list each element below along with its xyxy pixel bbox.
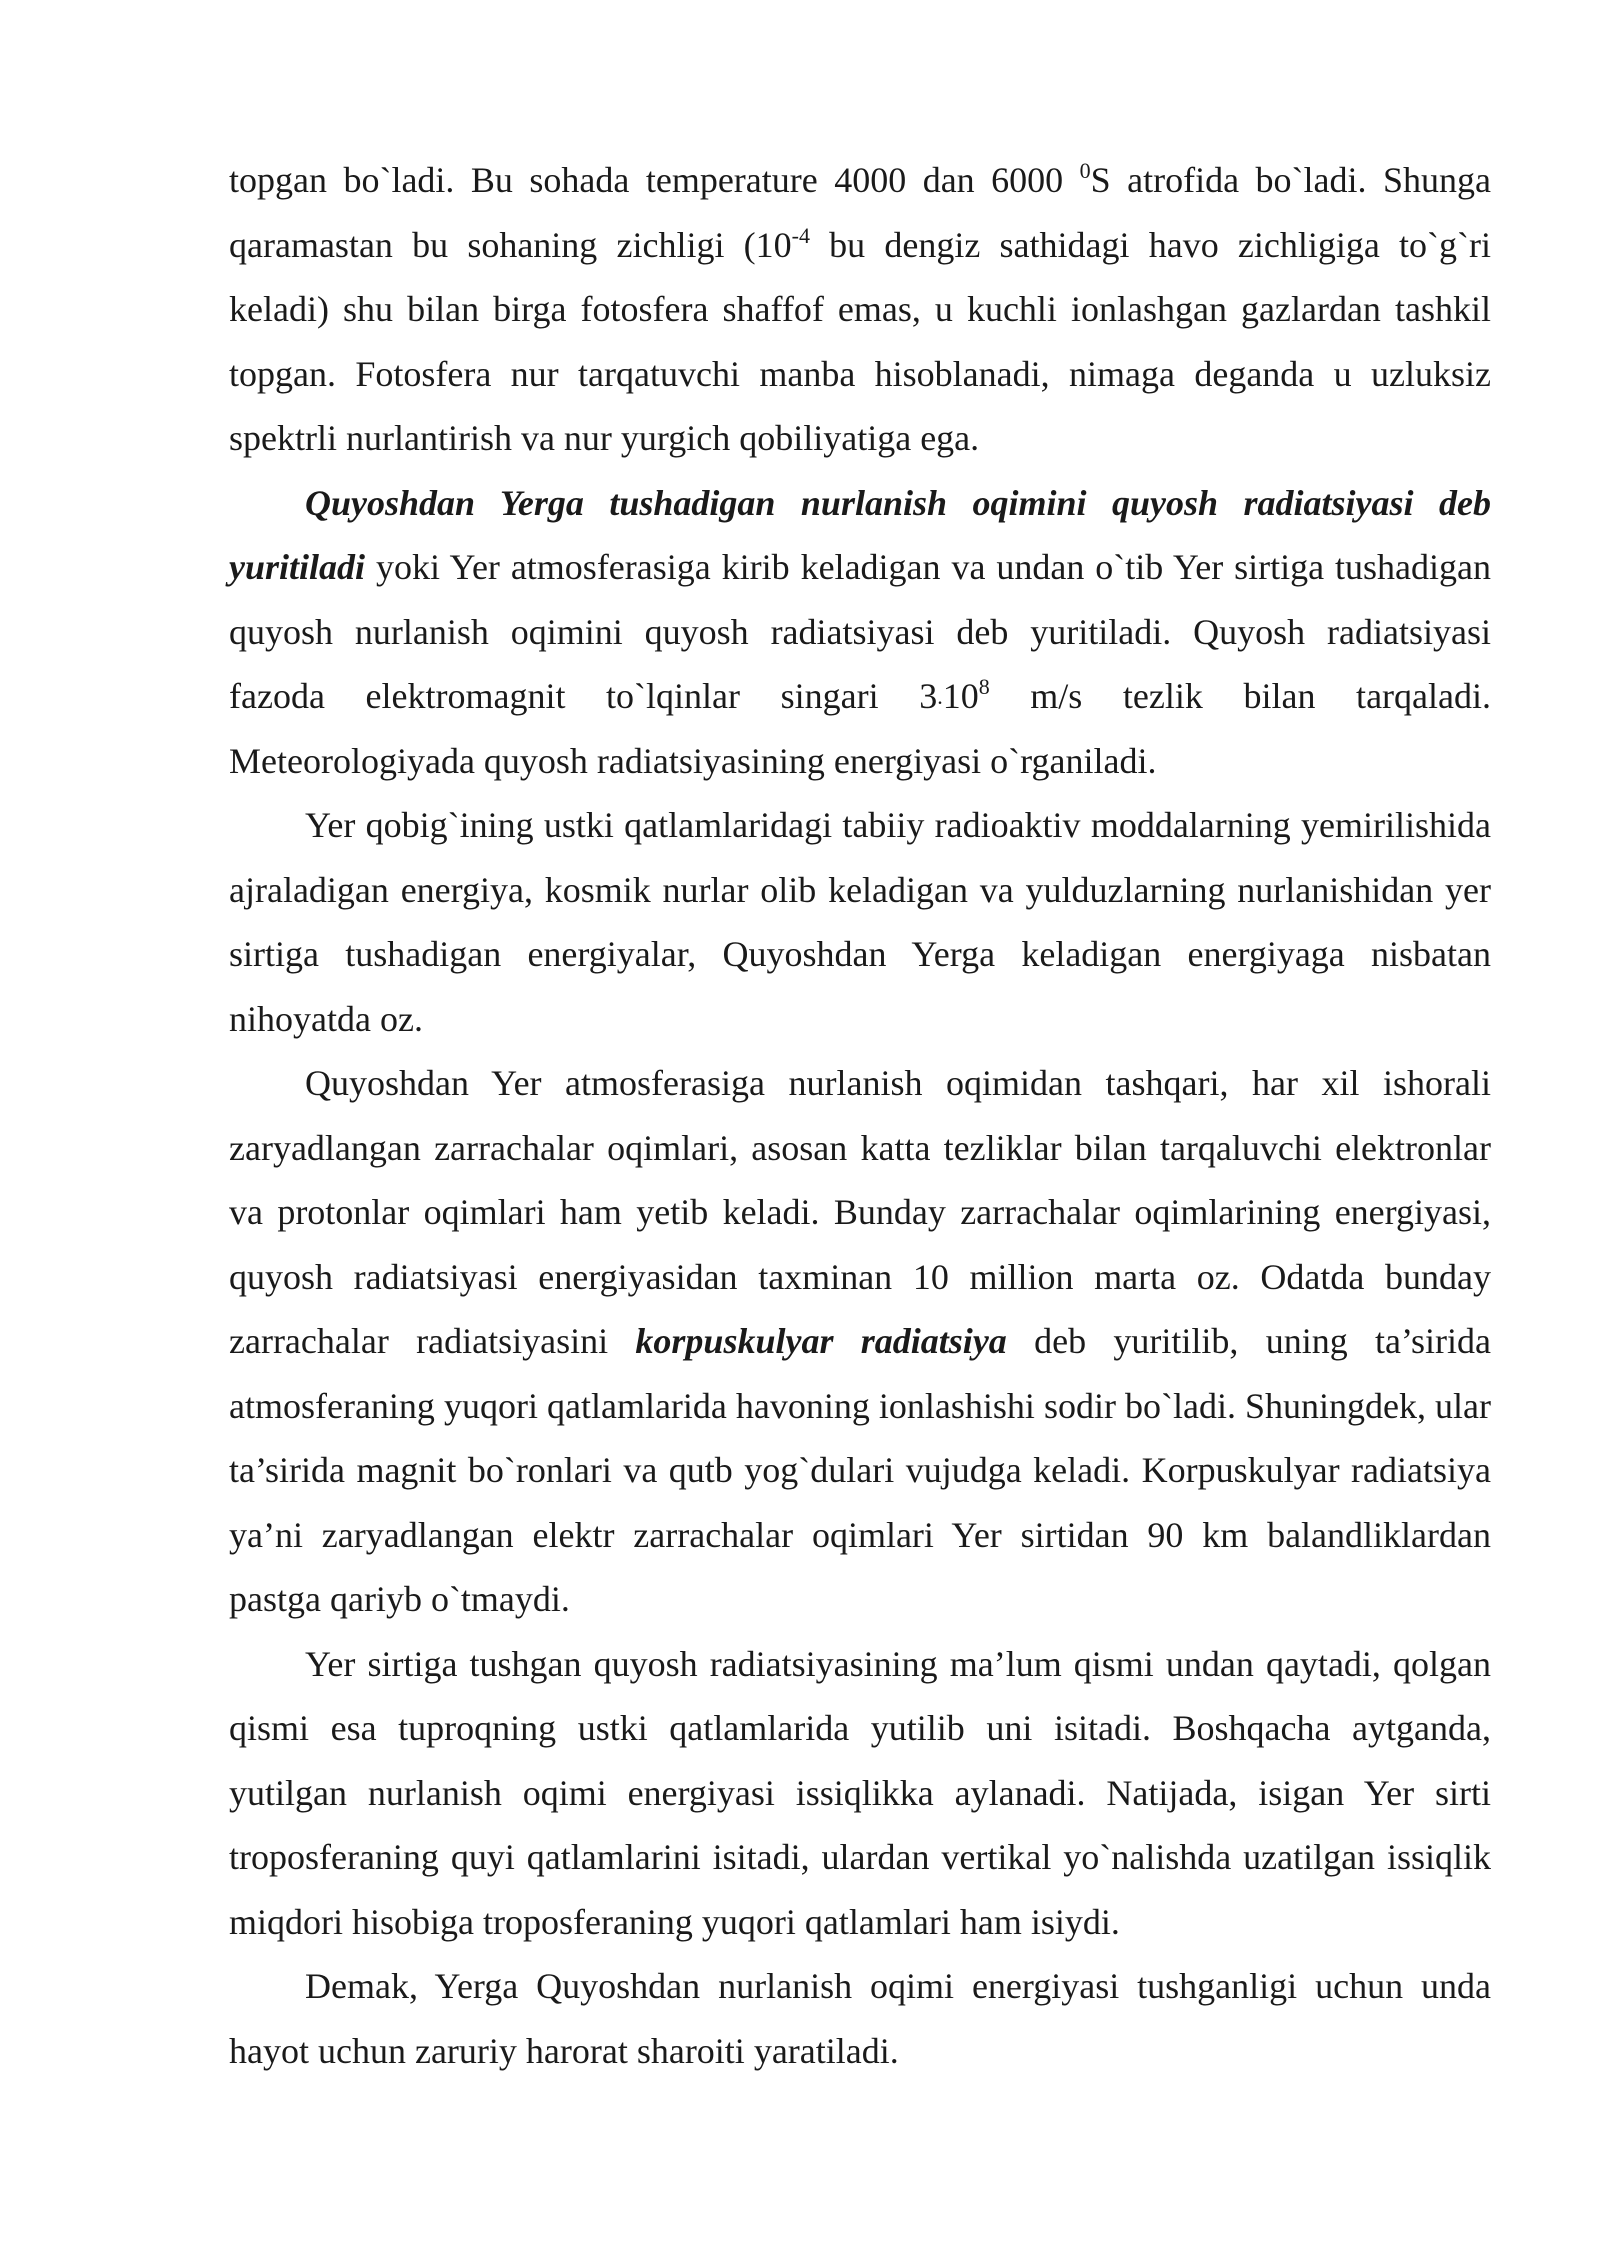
paragraph-2-text-c: m/s tezlik bilan tarqaladi. Meteorologiyada quyosh radiatsiyasining energiyasi o`rganiladi. (229, 676, 1491, 781)
paragraph-3: Yer qobig`ining ustki qatlamlaridagi tabiiy radioaktiv moddalarning yemirilishida ajraladigan energiya, kosmik nurlar olib keladigan va yulduzlarning nurlanishidan yer sirtiga tushadigan energiyalar, Quyoshdan Yerga keladigan energiyaga nisbatan nihoyatda oz. (229, 805, 1491, 1039)
exponent-superscript: -4 (791, 222, 810, 248)
paragraph-1-text-a: topgan bo`ladi. Bu sohada temperature 4000 dan 6000 (229, 160, 1080, 200)
speed-exponent: 8 (978, 674, 990, 699)
multiplication-dot: . (937, 684, 943, 709)
paragraph-4-text-a: Quyoshdan Yer atmosferasiga nurlanish oqimidan tashqari, har xil ishorali zaryadlangan zarrachalar oqimlari, asosan katta tezliklar bilan tarqaluvchi elektronlar va protonlar oqimlari ham yetib keladi. Bunday zarrachalar oqimlarining energiyasi, quyosh radiatsiyasi energiyasidan taxminan 10 million marta oz. Odatda bunday zarrachalar radiatsiyasini (229, 1063, 1491, 1361)
paragraph-1-text-b: S atrofida bo`ladi. Shunga qaramastan bu sohaning zichligi (10 (229, 160, 1491, 265)
definition-emphasis: Quyoshdan Yerga tushadigan nurlanish oqimini quyosh radiatsiyasi deb yuritiladi (229, 482, 1491, 587)
paragraph-2 (229, 471, 1491, 794)
paragraph-4-text-b: deb yuritilib, uning ta’sirida atmosferaning yuqori qatlamlarida havoning ionlashishi sodir bo`ladi. Shuningdek, ular ta’sirida magnit bo`ronlari va qutb yog`dulari vujudga keladi. Korpuskulyar radiatsiya ya’ni zaryadlangan elektr zarrachalar oqimlari Yer sirtidan 90 km balandliklardan pastga qariyb o`tmaydi. (229, 1321, 1491, 1619)
term-emphasis: korpuskulyar radiatsiya (635, 1321, 1007, 1361)
paragraph-4 (229, 1051, 1491, 1632)
degree-superscript: 0 (1079, 158, 1091, 183)
paragraph-6: Demak, Yerga Quyoshdan nurlanish oqimi energiyasi tushganligi uchun unda hayot uchun zaruriy harorat sharoiti yaratiladi. (229, 1966, 1491, 2071)
paragraph-2-text-b: 10 (942, 676, 979, 716)
paragraph-1 (229, 148, 1491, 471)
paragraph-5: Yer sirtiga tushgan quyosh radiatsiyasining ma’lum qismi undan qaytadi, qolgan qismi esa tuproqning ustki qatlamlarida yutilib uni isitadi. Boshqacha aytganda, yutilgan nurlanish oqimi energiyasi issiqlikka aylanadi. Natijada, isigan Yer sirti troposferaning quyi qatlamlarini isitadi, ulardan vertikal yo`nalishda uzatilgan issiqlik miqdori hisobiga troposferaning yuqori qatlamlari ham isiydi. (229, 1643, 1491, 1942)
paragraph-1-text-c: bu dengiz sathidagi havo zichligiga to`g`ri keladi) shu bilan birga fotosfera shaffof emas, u kuchli ionlashgan gazlardan tashkil topgan. Fotosfera nur tarqatuvchi manba hisoblanadi, nimaga deganda u uzluksiz spektrli nurlantirish va nur yurgich qobiliyatiga ega. (229, 224, 1491, 458)
document-page (229, 148, 1491, 2083)
paragraph-2-text-a: yoki Yer atmosferasiga kirib keladigan va undan o`tib Yer sirtiga tushadigan quyosh nurlanish oqimini quyosh radiatsiyasi deb yuritiladi. Quyosh radiatsiyasi fazoda elektromagnit to`lqinlar singari 3 (229, 547, 1491, 716)
